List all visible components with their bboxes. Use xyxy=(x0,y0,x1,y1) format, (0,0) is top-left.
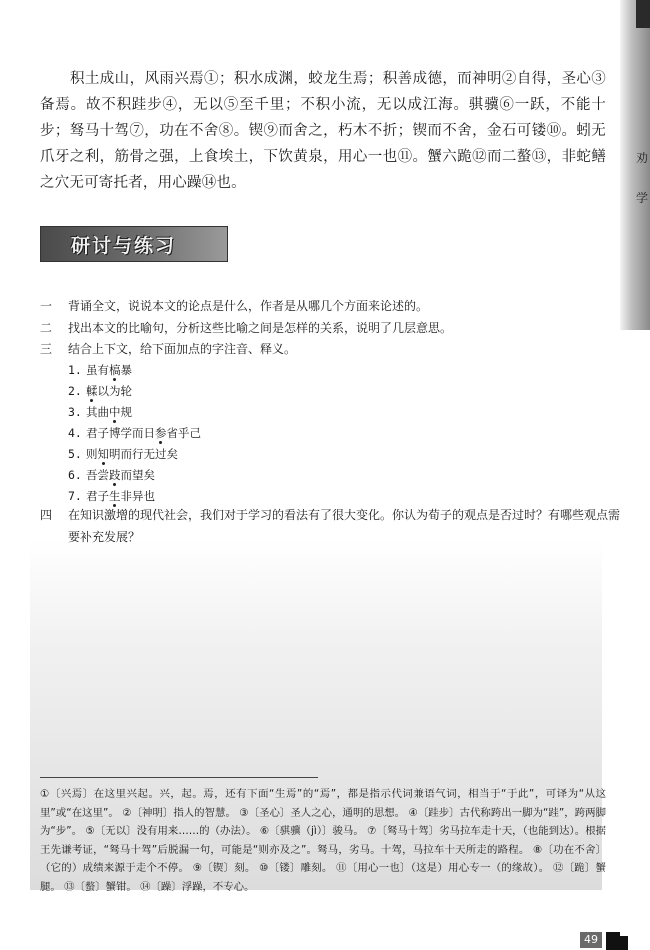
corner-mark-icon xyxy=(606,932,620,950)
footnote: ⑦〔驽马十驾〕劣马拉车走十天，（也能到达）。根据王先谦考证，“驽马十驾”后脱漏一句，可能是“则亦及之”。驽马，劣马。十驾，马拉车十天所走的路程。 xyxy=(40,825,607,856)
footnote: ⑤〔无以〕没有用来……的（办法）。 xyxy=(85,825,257,837)
dotted-char: 知 xyxy=(97,447,109,461)
footnote: ①〔兴焉〕在这里兴起。兴，起。焉，还有下面“生焉”的“焉”，都是指示代词兼语气词，相当于“于此”，可译为“从这里”或“在这里”。 xyxy=(40,788,606,819)
dotted-char: 参 xyxy=(155,426,167,440)
footnote-rule xyxy=(40,777,318,778)
footnote: ⑩〔镂〕雕刻。 xyxy=(259,862,333,874)
footnote: ⑫〔跪〕蟹腿。 xyxy=(40,862,606,893)
question-item xyxy=(40,297,428,315)
footnote: ⑥〔骐骥（jì）〕骏马。 xyxy=(259,825,364,837)
dotted-char: 中 xyxy=(109,405,121,419)
sub-item: 7. 君子生非异也 xyxy=(68,489,155,503)
footnote: ⑧〔功在不舍〕（它的）成绩来源于走个不停。 xyxy=(40,843,606,874)
footnote: ⑭〔躁〕浮躁，不专心。 xyxy=(140,880,255,893)
question-item xyxy=(40,319,452,337)
footnote: ⑪〔用心一也〕（这是）用心专一（的缘故）。 xyxy=(336,862,550,874)
question-number: 三 xyxy=(40,342,53,356)
question-text: 结合上下文，给下面加点的字注音、释义。 xyxy=(68,342,297,356)
corner-mark-stem xyxy=(620,936,628,950)
sub-item: 5. 则知明而行无过矣 xyxy=(68,447,178,461)
question-item xyxy=(40,340,296,358)
side-edge-char: 学 xyxy=(636,191,649,205)
question-number: 一 xyxy=(40,299,53,313)
question-number: 四 xyxy=(40,508,53,522)
question-item xyxy=(40,504,620,548)
sub-item: 4. 君子博学而日参省乎己 xyxy=(68,426,201,440)
footnote: ③〔圣心〕圣人之心，通明的思想。 xyxy=(239,806,406,819)
sub-item: 1. 虽有槁暴 xyxy=(68,363,132,377)
question-text: 找出本文的比喻句，分析这些比喻之间是怎样的关系，说明了几层意思。 xyxy=(68,321,453,335)
footnote: ⑬〔螯〕蟹钳。 xyxy=(64,880,137,893)
footnote: ④〔跬步〕古代称跨出一脚为“跬”，跨两脚为“步”。 xyxy=(40,806,606,837)
sub-item: 2. 輮以为轮 xyxy=(68,384,132,398)
sub-item: 6. 吾尝跂而望矣 xyxy=(68,468,155,482)
main-passage: 积土成山，风雨兴焉①；积水成渊，蛟龙生焉；积善成德，而神明②自得，圣心③备焉。故不积跬步④，无以⑤至千里；不积小流，无以成江海。骐骥⑥一跃，不能十步；驽马十驾⑦，功在不舍⑧。锲⑨而舍之，朽木不折；锲而不舍，金石可镂⑩。蚓无爪牙之利，筋骨之强，上食埃土，下饮黄泉，用心一也⑪。蟹六跪⑫而二螯⑬，非蛇鳝之穴无可寄托者，用心躁⑭也。 xyxy=(40,71,606,191)
page-number: 49 xyxy=(584,933,598,946)
dotted-char: 跂 xyxy=(109,468,121,482)
page-edge-corner xyxy=(636,0,650,28)
question-text: 在知识激增的现代社会，我们对于学习的看法有了很大变化。你认为荀子的观点是否过时？有哪些观点需要补充发展？ xyxy=(68,508,621,544)
side-edge-title xyxy=(636,138,648,218)
question-number: 二 xyxy=(40,321,53,335)
footnotes xyxy=(40,785,606,896)
side-edge-char: 劝 xyxy=(636,151,649,165)
footnote: ⑨〔锲〕刻。 xyxy=(192,862,256,874)
sub-item: 3. 其曲中规 xyxy=(68,405,132,419)
dotted-char: 生 xyxy=(109,489,121,503)
dotted-char: 輮 xyxy=(86,384,98,398)
section-banner-title: 研讨与练习 xyxy=(71,234,177,257)
dotted-char: 槁 xyxy=(109,363,121,377)
footnote: ②〔神明〕指人的智慧。 xyxy=(122,806,236,819)
question-text: 背诵全文，说说本文的论点是什么，作者是从哪几个方面来论述的。 xyxy=(68,299,429,313)
section-banner xyxy=(40,226,228,262)
